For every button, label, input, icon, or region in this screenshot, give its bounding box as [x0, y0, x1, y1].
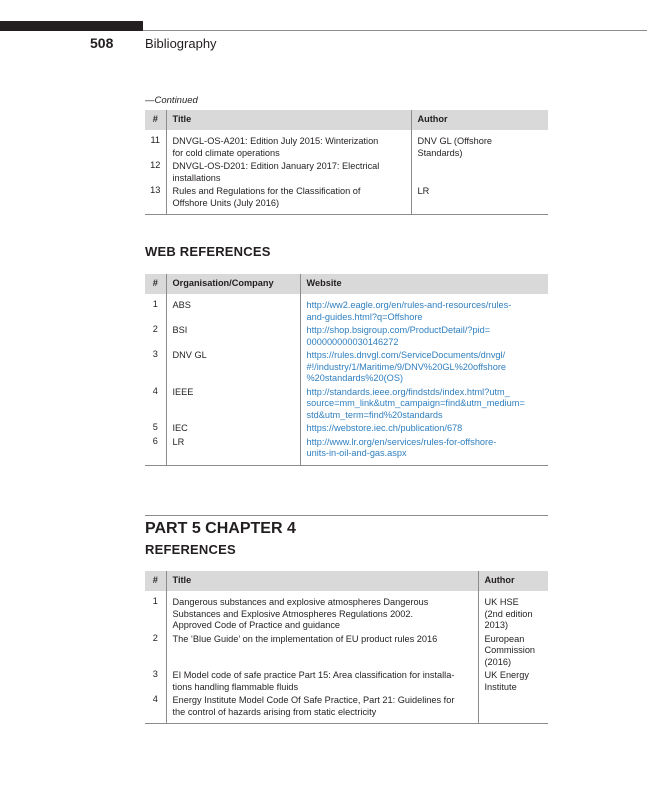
title-cell: [166, 633, 478, 670]
org-cell: LR: [166, 436, 300, 461]
column-header: Title: [166, 571, 478, 591]
continued-table: [145, 110, 548, 215]
row-number: 6: [152, 435, 158, 446]
part-title: PART 5 CHAPTER 4: [145, 520, 296, 537]
website-link[interactable]: http://standards.ieee.org/findstds/index.html?utm_: [306, 386, 510, 397]
column-header: Author: [411, 110, 548, 130]
row-number: 4: [152, 694, 158, 704]
row-number: 1: [152, 299, 158, 309]
author-line: 2013): [484, 620, 508, 630]
title-line: the control of hazards arising from static electricity: [172, 706, 377, 717]
website-link[interactable]: http://shop.bsigroup.com/ProductDetail/?pid=: [306, 325, 491, 335]
website-link[interactable]: https://rules.dnvgl.com/ServiceDocuments/dnvgl/: [306, 350, 506, 360]
table-row: [145, 185, 548, 210]
website-link[interactable]: #!/industry/1/Maritime/9/DNV%20GL%20offshore: [306, 361, 506, 372]
table-header-row: [145, 274, 548, 294]
table-row: [145, 633, 548, 670]
author-line: European: [484, 633, 525, 644]
table-row: [145, 386, 548, 423]
author-line: LR: [417, 186, 430, 196]
row-number: 13: [150, 185, 161, 195]
title-line: Substances and Explosive Atmospheres Regulations 2002.: [172, 608, 414, 619]
url-cell: [300, 422, 548, 436]
title-line: Rules and Regulations for the Classification of: [172, 186, 361, 196]
title-cell: [166, 135, 411, 160]
org-cell: IEEE: [166, 386, 300, 423]
website-link[interactable]: and-guides.html?q=Offshore: [306, 311, 423, 322]
row-number: 4: [152, 385, 158, 396]
column-header: Organisation/Company: [166, 274, 300, 294]
url-cell: [300, 436, 548, 461]
url-cell: [300, 349, 548, 386]
author-line: DNV GL (Offshore: [417, 136, 493, 146]
title-line: Approved Code of Practice and guidance: [172, 620, 341, 630]
column-header: Title: [166, 110, 411, 130]
column-header: Author: [478, 571, 548, 591]
author-line: UK Energy: [484, 670, 529, 680]
table-row: [145, 422, 548, 436]
org-cell: BSI: [166, 324, 300, 349]
title-line: installations: [172, 172, 221, 183]
column-header: #: [145, 110, 166, 130]
column-header: #: [145, 571, 166, 591]
table-row: [145, 324, 548, 349]
table-row: [145, 135, 548, 160]
table-row: [145, 596, 548, 633]
column-header: Website: [300, 274, 548, 294]
table-row: [145, 299, 548, 324]
org-cell: IEC: [166, 422, 300, 436]
author-cell: [478, 694, 548, 719]
title-line: Dangerous substances and explosive atmospheres Dangerous: [172, 597, 429, 607]
author-line: Commission: [484, 645, 536, 655]
row-number: 12: [150, 160, 161, 170]
title-cell: [166, 669, 478, 694]
row-number: 3: [152, 349, 158, 359]
website-link[interactable]: 000000000030146272: [306, 336, 399, 347]
row-number: 3: [152, 669, 158, 679]
website-link[interactable]: source=mm_link&utm_campaign=find&utm_medium=: [306, 398, 525, 408]
website-link[interactable]: %20standards%20(OS): [306, 373, 404, 383]
table-row: [145, 436, 548, 461]
website-link[interactable]: https://webstore.iec.ch/publication/678: [306, 423, 463, 433]
row-number: 2: [152, 324, 158, 334]
website-link[interactable]: http://www.lr.org/en/services/rules-for-offshore-: [306, 436, 497, 447]
table-header-row: [145, 110, 548, 130]
website-link[interactable]: http://ww2.eagle.org/en/rules-and-resources/rules-: [306, 300, 512, 310]
title-line: The ‘Blue Guide’ on the implementation of EU product rules 2016: [172, 633, 438, 644]
table-header-row: [145, 571, 548, 591]
url-cell: [300, 386, 548, 423]
author-cell: [478, 669, 548, 694]
author-line: (2016): [484, 656, 512, 667]
references-table: [145, 571, 548, 724]
web-references-table: [145, 274, 548, 466]
author-line: Institute: [484, 681, 517, 692]
org-cell: ABS: [166, 299, 300, 324]
table-row: [145, 694, 548, 719]
url-cell: [300, 324, 548, 349]
title-cell: [166, 160, 411, 185]
author-line: Standards): [417, 147, 463, 158]
author-cell: [478, 596, 548, 633]
author-line: UK HSE: [484, 597, 519, 607]
author-line: (2nd edition: [484, 608, 533, 619]
author-cell: [478, 633, 548, 670]
website-link[interactable]: std&utm_term=find%20standards: [306, 409, 443, 420]
title-line: DNVGL-OS-A201: Edition July 2015: Winterization: [172, 136, 379, 146]
title-line: EI Model code of safe practice Part 15: Area classification for installa-: [172, 670, 455, 680]
table-row: [145, 349, 548, 386]
title-cell: [166, 694, 478, 719]
row-number: 5: [152, 422, 158, 432]
row-number: 11: [150, 135, 161, 145]
page-number: 508: [90, 35, 114, 51]
author-cell: [411, 160, 548, 185]
title-line: Offshore Units (July 2016): [172, 197, 280, 208]
title-line: for cold climate operations: [172, 147, 280, 158]
row-number: 1: [152, 596, 158, 606]
title-cell: [166, 185, 411, 210]
title-line: tions handling flammable fluids: [172, 681, 299, 692]
org-cell: DNV GL: [166, 349, 300, 386]
title-line: DNVGL-OS-D201: Edition January 2017: Electrical: [172, 161, 380, 171]
url-cell: [300, 299, 548, 324]
author-cell: [411, 185, 548, 210]
header-rule: [143, 30, 647, 31]
column-header: #: [145, 274, 166, 294]
web-references-heading: WEB REFERENCES: [145, 244, 271, 259]
table-row: [145, 160, 548, 185]
website-link[interactable]: units-in-oil-and-gas.aspx: [306, 448, 407, 458]
table-row: [145, 669, 548, 694]
title-cell: [166, 596, 478, 633]
continued-label: —Continued: [145, 95, 198, 106]
author-cell: [411, 135, 548, 160]
row-number: 2: [152, 632, 158, 643]
references-heading: REFERENCES: [145, 542, 236, 557]
title-line: Energy Institute Model Code Of Safe Practice, Part 21: Guidelines for: [172, 695, 455, 705]
header-bar: [0, 21, 143, 31]
running-title: Bibliography: [145, 36, 217, 51]
part-divider: [145, 515, 548, 516]
